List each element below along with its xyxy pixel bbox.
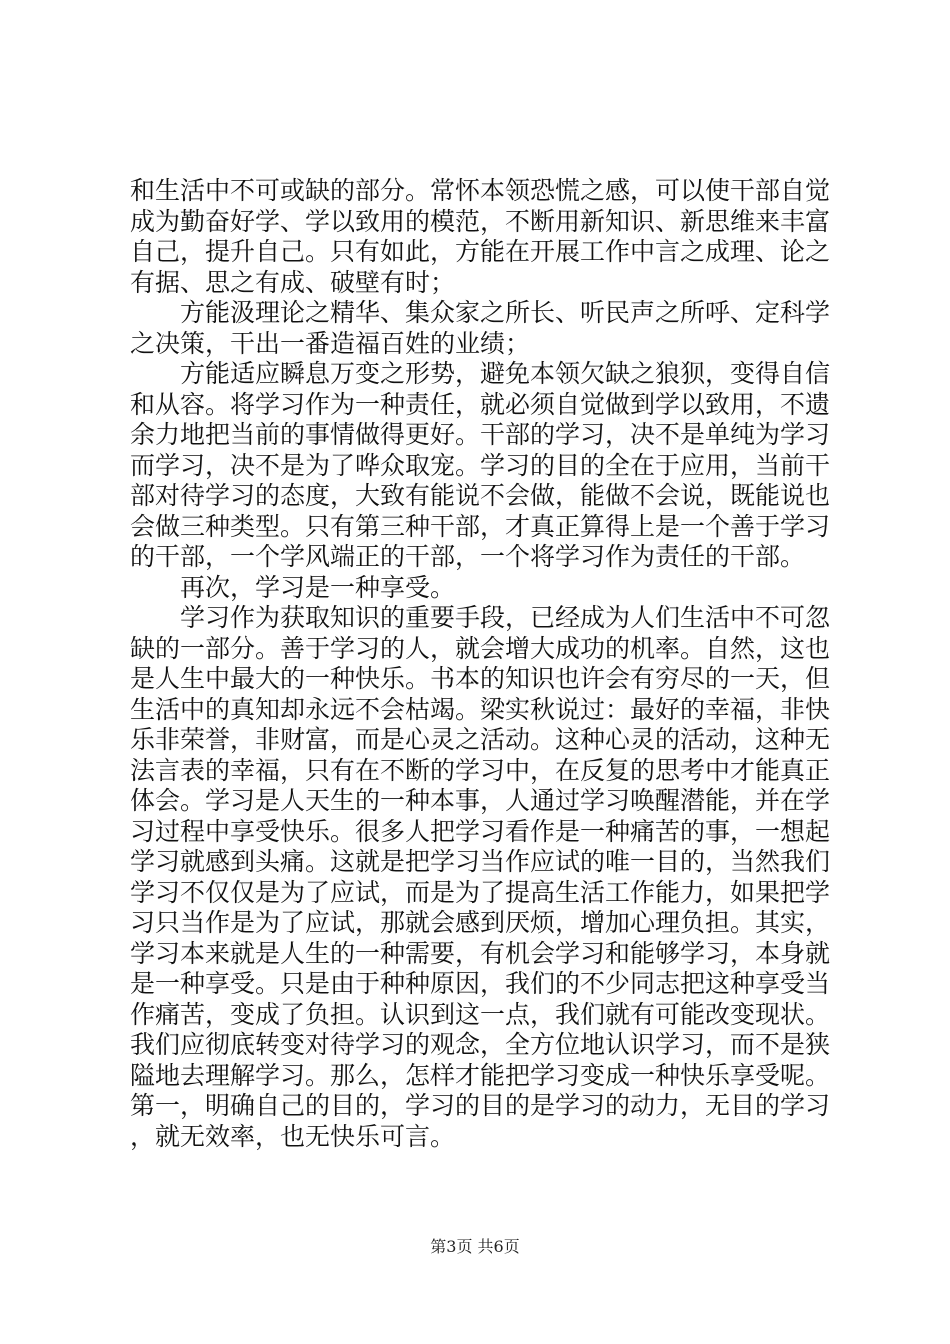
paragraph-4-heading: 再次，学习是一种享受。 xyxy=(180,572,456,602)
paragraph-5: 学习作为获取知识的重要手段，已经成为人们生活中不可忽缺的一部分。善于学习的人，就会增大成功的机率。自然，这也是人生中最大的一种快乐。书本的知识也许会有穷尽的一天，但生活中的真知却永远不会枯竭。梁实秋说过：最好的幸福，非快乐非荣誉，非财富，而是心灵之活动。这种心灵的活动，这种无法言表的幸福，只有在不断的学习中，在反复的思考中才能真正体会。学习是人天生的一种本事，人通过学习唤醒潜能，并在学习过程中享受快乐。很多人把学习看作是一种痛苦的事，一想起学习就感到头痛。这就是把学习当作应试的唯一目的，当然我们学习不仅仅是为了应试，而是为了提高生活工作能力，如果把学习只当作是为了应试，那就会感到厌烦，增加心理负担。其实，学习本来就是人生的一种需要，有机会学习和能够学习，本身就是一种享受。只是由于种种原因，我们的不少同志把这种享受当作痛苦，变成了负担。认识到这一点，我们就有可能改变现状。我们应彻底转变对待学习的观念，全方位地认识学习，而不是狭隘地去理解学习。那么，怎样才能把学习变成一种快乐享受呢。第一，明确自己的目的，学习的目的是学习的动力，无目的学习，就无效率，也无快乐可言。 xyxy=(130,603,831,1151)
paragraph-1: 和生活中不可或缺的部分。常怀本领恐慌之感，可以使干部自觉成为勤奋好学、学以致用的模范，不断用新知识、新思维来丰富自己，提升自己。只有如此，方能在开展工作中言之成理、论之有据、思之有成、破壁有时； xyxy=(130,176,831,297)
document-body xyxy=(130,176,830,1152)
paragraph-2: 方能汲理论之精华、集众家之所长、听民声之所呼、定科学之决策，干出一番造福百姓的业绩； xyxy=(130,298,831,358)
paragraph-3: 方能适应瞬息万变之形势，避免本领欠缺之狼狈，变得自信和从容。将学习作为一种责任，就必须自觉做到学以致用，不遗余力地把当前的事情做得更好。干部的学习，决不是单纯为学习而学习，决不是为了哗众取宠。学习的目的全在于应用，当前干部对待学习的态度，大致有能说不会做，能做不会说，既能说也会做三种类型。只有第三种干部，才真正算得上是一个善于学习的干部，一个学风端正的干部，一个将学习作为责任的干部。 xyxy=(130,359,831,571)
page-number-footer: 第3页 共6页 xyxy=(430,1237,520,1256)
